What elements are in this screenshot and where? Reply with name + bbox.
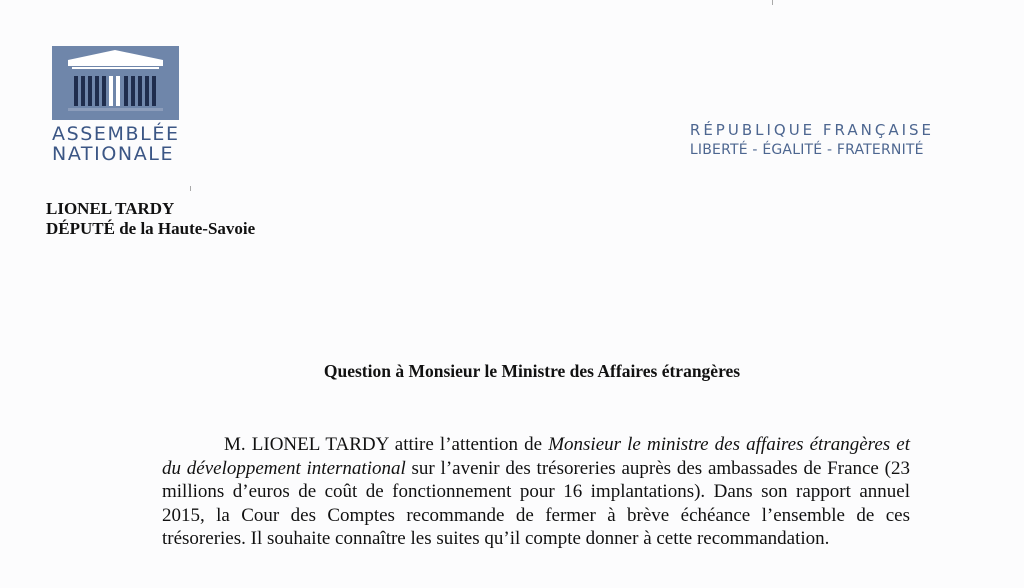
question-addressee: Monsieur le ministre des affaires étrangères et du développement international (162, 434, 910, 479)
question-title: Question à Monsieur le Ministre des Affaires étrangères (323, 361, 741, 381)
question-text-2: sur l’avenir des trésoreries auprès des ambassades de France (23 millions d’euros de coût de fonctionnement pour 16 implantations). Dans son rapport annuel 2015, la Cour des Comptes recommande de fermer à brève échéance l’ensemble de ces trésoreries. Il souhaite connaître les suites qu’il compte donner à cette recommandation. (162, 457, 910, 550)
logo-wordmark (52, 124, 192, 164)
republic-motto: LIBERTÉ - ÉGALITÉ - FRATERNITÉ (689, 142, 924, 158)
scan-speck (190, 186, 191, 191)
republic-header (690, 121, 934, 161)
palais-bourbon-icon (52, 46, 179, 120)
logo-line-1: ASSEMBLÉE (52, 123, 180, 145)
deputy-name: LIONEL TARDY (46, 199, 175, 218)
scan-speck (772, 0, 773, 5)
question-text-1: attire l’attention de (388, 434, 549, 455)
deputy-title: DÉPUTÉ de la Haute-Savoie (46, 219, 256, 238)
question-body (162, 433, 910, 551)
deputy-block (46, 199, 255, 239)
republic-title: RÉPUBLIQUE FRANÇAISE (689, 121, 934, 139)
question-author: M. LIONEL TARDY (224, 434, 389, 455)
logo-line-2: NATIONALE (52, 143, 175, 165)
